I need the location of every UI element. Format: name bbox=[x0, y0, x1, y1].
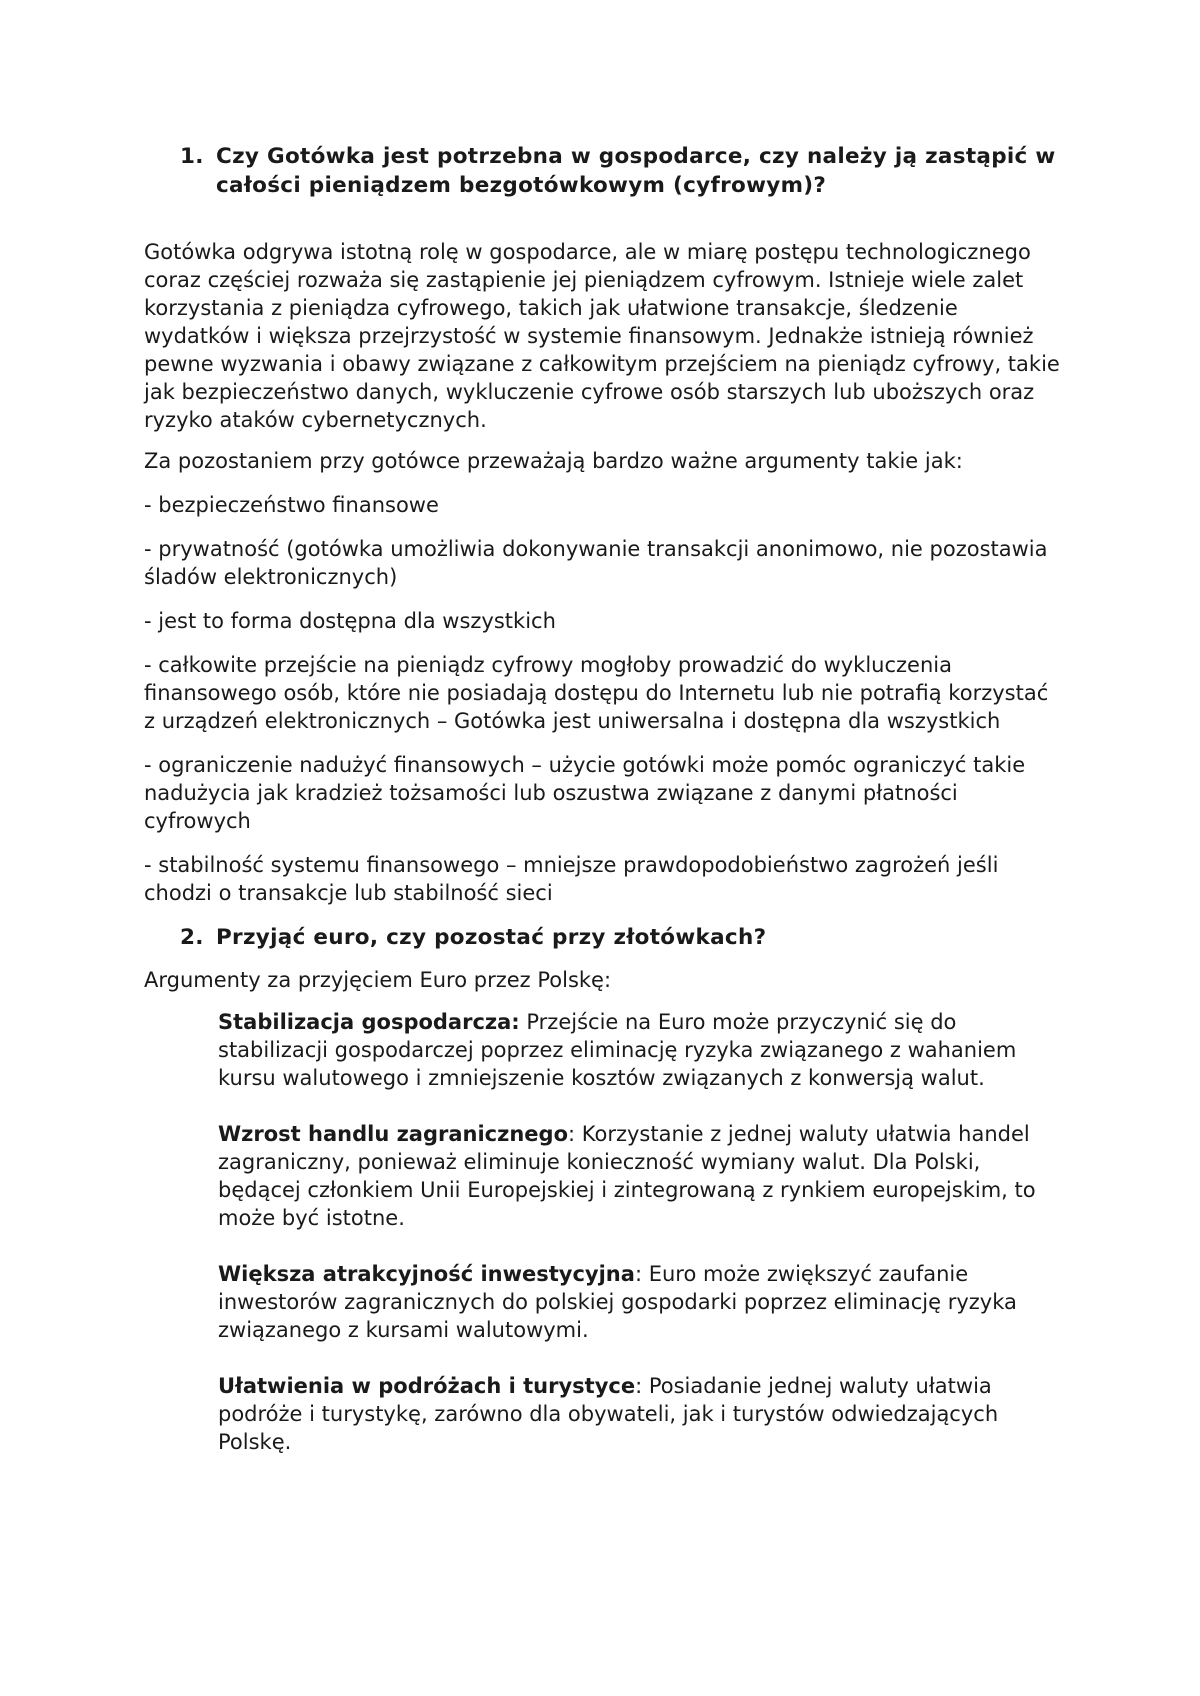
section-2-title: Przyjąć euro, czy pozostać przy złotówkach? bbox=[216, 925, 767, 950]
argument-term: Wzrost handlu zagranicznego bbox=[218, 1122, 569, 1146]
section-1-lead: Za pozostaniem przy gotówce przeważają bardzo ważne argumenty takie jak: bbox=[144, 449, 963, 473]
section-1-heading bbox=[144, 142, 1064, 200]
section-1-intro: Gotówka odgrywa istotną rolę w gospodarce, ale w miarę postępu technologicznego coraz częściej rozważa się zastąpienie jej pieniądzem cyfrowym. Istnieje wiele zalet korzystania z pieniądza cyfrowego, takich jak ułatwione transakcje, śledzenie wydatków i większa przejrzystość w systemie finansowym. Jednakże istnieją również pewne wyzwania i obawy związane z całkowitym przejściem na pieniądz cyfrowy, takie jak bezpieczeństwo danych, wykluczenie cyfrowe osób starszych lub uboższych oraz ryzyko ataków cybernetycznych. bbox=[144, 240, 1060, 432]
section-2-heading bbox=[144, 923, 1064, 952]
euro-argument bbox=[218, 1120, 1064, 1232]
section-1-point: - bezpieczeństwo finansowe bbox=[144, 493, 439, 517]
section-2-lead: Argumenty za przyjęciem Euro przez Polskę: bbox=[144, 968, 612, 992]
argument-text: Przejście na Euro może przyczynić się do stabilizacji gospodarczej poprzez eliminację ryzyka związanego z wahaniem kursu walutowego i zmniejszenie kosztów związanych z konwersją walut. bbox=[218, 1010, 1017, 1090]
section-2-number: 2. bbox=[180, 925, 204, 950]
argument-text: : Euro może zwiększyć zaufanie inwestorów zagranicznych do polskiej gospodarki poprzez eliminację ryzyka związanego z kursami walutowymi. bbox=[218, 1262, 1017, 1342]
euro-argument bbox=[218, 1260, 1064, 1344]
section-1-point: - ograniczenie nadużyć finansowych – użycie gotówki może pomóc ograniczyć takie nadużycia jak kradzież tożsamości lub oszustwa związane z danymi płatności cyfrowych bbox=[144, 753, 1026, 833]
section-1-point: - jest to forma dostępna dla wszystkich bbox=[144, 609, 556, 633]
section-1-title: Czy Gotówka jest potrzebna w gospodarce, czy należy ją zastąpić w całości pieniądzem bezgotówkowym (cyfrowym)? bbox=[216, 144, 1056, 198]
section-1-point: - całkowite przejście na pieniądz cyfrowy mogłoby prowadzić do wykluczenia finansowego osób, które nie posiadają dostępu do Internetu lub nie potrafią korzystać z urządzeń elektronicznych – Gotówka jest uniwersalna i dostępna dla wszystkich bbox=[144, 653, 1049, 733]
section-1-point: - stabilność systemu finansowego – mniejsze prawdopodobieństwo zagrożeń jeśli chodzi o transakcje lub stabilność sieci bbox=[144, 853, 999, 905]
euro-arguments-list bbox=[218, 1008, 1064, 1456]
argument-text: : Posiadanie jednej waluty ułatwia podróże i turystykę, zarówno dla obywateli, jak i turystów odwiedzających Polskę. bbox=[218, 1374, 999, 1454]
argument-term: Większa atrakcyjność inwestycyjna bbox=[218, 1262, 635, 1286]
argument-term: Ułatwienia w podróżach i turystyce bbox=[218, 1374, 636, 1398]
euro-argument bbox=[218, 1008, 1064, 1092]
euro-argument bbox=[218, 1372, 1064, 1456]
argument-term: Stabilizacja gospodarcza: bbox=[218, 1010, 520, 1034]
argument-text: : Korzystanie z jednej waluty ułatwia handel zagraniczny, ponieważ eliminuje konieczność wymiany walut. Dla Polski, będącej członkiem Unii Europejskiej i zintegrowaną z rynkiem europejskim, to może być istotne. bbox=[218, 1122, 1036, 1230]
document-page bbox=[144, 142, 1064, 1456]
section-1-point: - prywatność (gotówka umożliwia dokonywanie transakcji anonimowo, nie pozostawia śladów elektronicznych) bbox=[144, 537, 1048, 589]
section-1-number: 1. bbox=[180, 144, 204, 169]
